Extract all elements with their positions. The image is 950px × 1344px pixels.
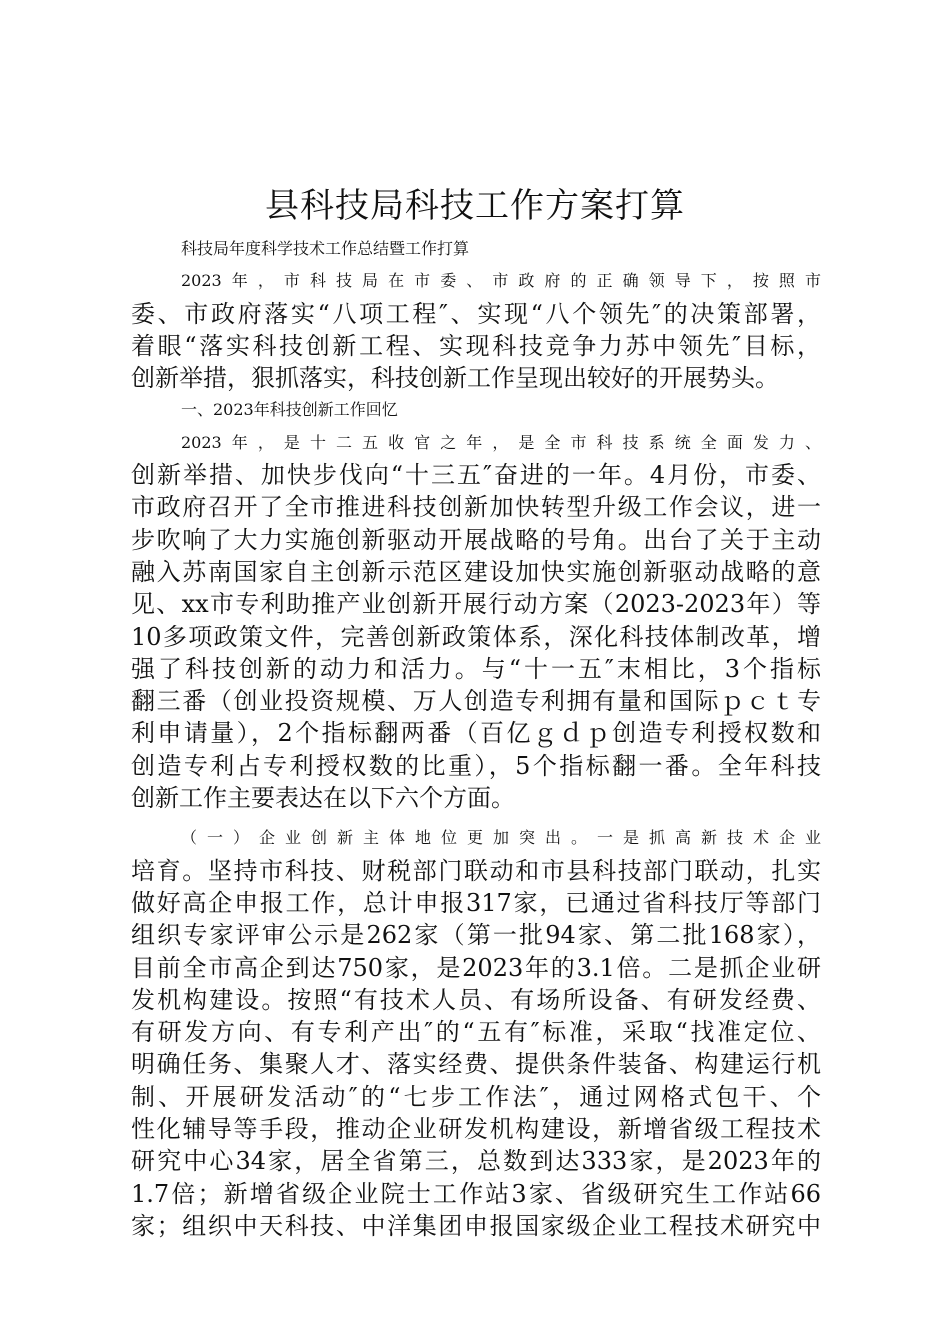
body-line: 10多项政策文件，完善创新政策体系，深化科技体制改革，增 [131,622,821,651]
body-line: 性化辅导等手段，推动企业研发机构建设，新增省级工程技术 [131,1115,821,1144]
body-line: 见、xx市专利助推产业创新开展行动方案（2023-2023年）等 [131,590,821,619]
body-line: 1.7倍；新增省级企业院士工作站3家、省级研究生工作站66 [131,1179,821,1208]
body-line: 做好高企申报工作，总计申报317家，已通过省科技厅等部门 [131,888,821,917]
body-line: 培育。坚持市科技、财税部门联动和市县科技部门联动，扎实 [131,856,821,885]
body-line: 融入苏南国家自主创新示范区建设加快实施创新驱动战略的意 [131,557,821,586]
body-line: 明确任务、集聚人才、落实经费、提供条件装备、构建运行机 [131,1050,821,1079]
body-line: 着眼“落实科技创新工程、实现科技竞争力苏中领先″目标， [131,331,821,360]
body-line: 创新举措，狠抓落实，科技创新工作呈现出较好的开展势头。 [131,364,779,393]
body-line: 创新举措、加快步伐向“十三五″奋进的一年。4月份，市委、 [131,461,821,490]
body-line: 家；组织中天科技、中洋集团申报国家级企业工程技术研究中 [131,1211,821,1240]
document-title: 县科技局科技工作方案打算 [265,186,685,226]
body-line: 2023年，市科技局在市委、市政府的正确领导下，按照市 [181,271,821,291]
body-line: 发机构建设。按照“有技术人员、有场所设备、有研发经费、 [131,985,821,1014]
body-line: 利申请量），2个指标翻两番（百亿ｇｄｐ创造专利授权数和 [131,719,821,748]
body-line: 制、开展研发活动″的“七步工作法″，通过网格式包干、个 [131,1082,821,1111]
body-line: 市政府召开了全市推进科技创新加快转型升级工作会议，进一 [131,493,821,522]
body-line: （一）企业创新主体地位更加突出。一是抓高新技术企业 [181,828,821,848]
body-line: 研究中心34家，居全省第三，总数到达333家，是2023年的 [131,1147,821,1176]
body-line: 委、市政府落实“八项工程″、实现“八个领先″的决策部署， [131,299,821,328]
body-line: 2023年，是十二五收官之年，是全市科技系统全面发力、 [181,432,821,452]
body-line: 创新工作主要表达在以下六个方面。 [131,784,515,813]
body-line: 目前全市高企到达750家，是2023年的3.1倍。二是抓企业研 [131,953,821,982]
body-line: 步吹响了大力实施创新驱动开展战略的号角。出台了关于主动 [131,525,821,554]
body-line: 有研发方向、有专利产出″的“五有″标准，采取“找准定位、 [131,1018,821,1047]
body-line: 创造专利占专利授权数的比重），5个指标翻一番。全年科技 [131,751,821,780]
body-line: 科技局年度科学技术工作总结暨工作打算 [181,239,470,258]
body-line: 一、2023年科技创新工作回忆 [181,400,398,420]
body-line: 组织专家评审公示是262家（第一批94家、第二批168家）， [131,921,821,950]
body-line: 强了科技创新的动力和活力。与“十一五″末相比，3个指标 [131,654,821,683]
document-body [131,233,821,1242]
body-line: 翻三番（创业投资规模、万人创造专利拥有量和国际ｐｃｔ专 [131,687,821,716]
